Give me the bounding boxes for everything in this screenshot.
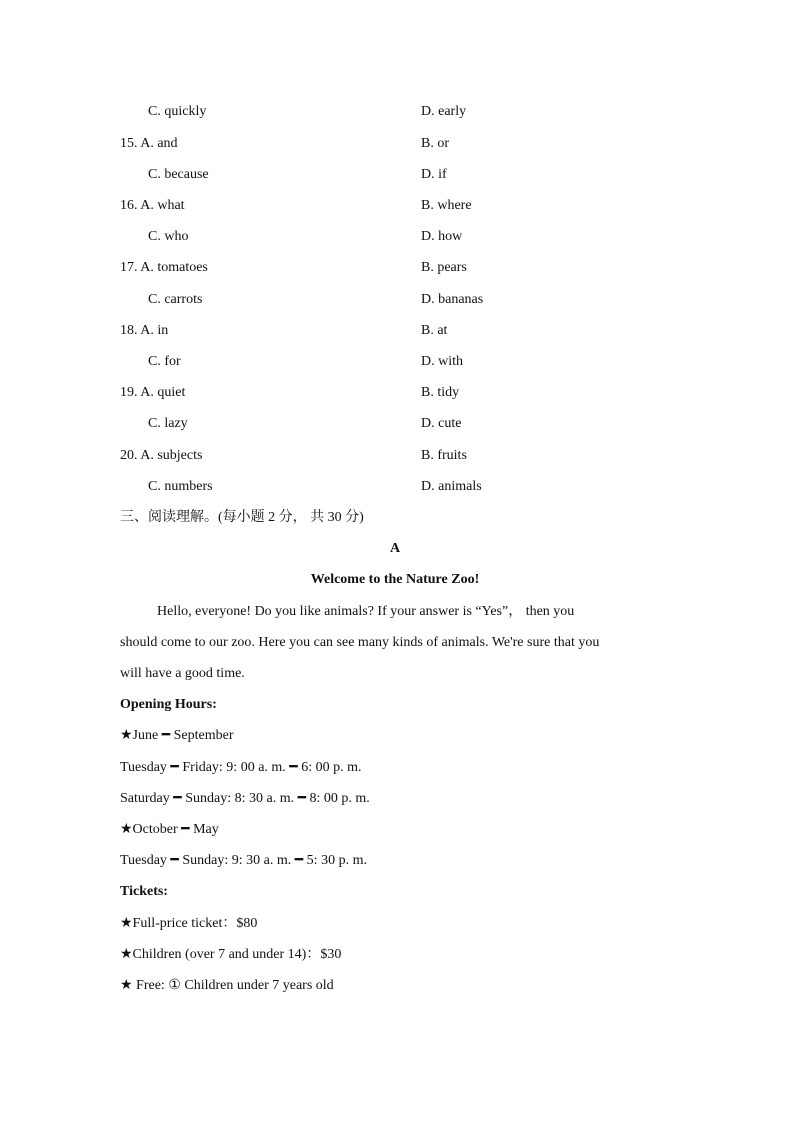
passage-title: Welcome to the Nature Zoo! (310, 572, 480, 587)
option-row (0, 102, 794, 122)
ticket-line: ★Full-price ticket：$80 (120, 916, 258, 931)
option-right: B. where (421, 198, 472, 213)
option-right: B. at (421, 323, 448, 338)
option-right: D. how (421, 229, 463, 244)
option-right: D. with (421, 354, 463, 369)
option-right: D. early (421, 104, 467, 119)
intro-line: Hello, everyone! Do you like animals? If your answer is “Yes”， then you (157, 604, 575, 619)
option-right: D. bananas (421, 292, 484, 307)
ticket-line: ★Children (over 7 and under 14)：$30 (120, 947, 342, 962)
option-right: B. or (421, 136, 449, 151)
option-left: 19. A. quiet (120, 385, 186, 400)
passage-letter: A (389, 541, 401, 556)
option-right: D. cute (421, 416, 462, 431)
intro-line: should come to our zoo. Here you can see many kinds of animals. We're sure that you (120, 635, 600, 650)
option-row (0, 165, 794, 185)
tickets-label: Tickets: (120, 884, 168, 899)
hours-line: ★June ━ September (120, 728, 234, 743)
option-left: C. lazy (148, 416, 188, 431)
option-left: 16. A. what (120, 198, 185, 213)
option-row (0, 196, 794, 216)
option-left: C. because (148, 167, 209, 182)
option-row (0, 227, 794, 247)
opening-hours-label: Opening Hours: (120, 697, 217, 712)
option-row (0, 258, 794, 278)
option-row (0, 477, 794, 497)
option-right: D. animals (421, 479, 482, 494)
option-left: C. for (148, 354, 181, 369)
option-left: C. quickly (148, 104, 207, 119)
option-left: 20. A. subjects (120, 448, 203, 463)
option-row (0, 321, 794, 341)
option-right: D. if (421, 167, 447, 182)
option-right: B. fruits (421, 448, 467, 463)
option-left: C. carrots (148, 292, 203, 307)
option-right: B. tidy (421, 385, 460, 400)
option-left: 18. A. in (120, 323, 169, 338)
option-row (0, 352, 794, 372)
hours-line: Saturday ━ Sunday: 8: 30 a. m. ━ 8: 00 p. m. (120, 791, 370, 806)
ticket-line: ★ Free: ① Children under 7 years old (120, 978, 334, 993)
intro-line: will have a good time. (120, 666, 245, 681)
option-row (0, 134, 794, 154)
hours-line: ★October ━ May (120, 822, 219, 837)
option-row (0, 414, 794, 434)
option-row (0, 290, 794, 310)
option-left: C. who (148, 229, 189, 244)
hours-line: Tuesday ━ Friday: 9: 00 a. m. ━ 6: 00 p. m. (120, 760, 362, 775)
section-heading: 三、阅读理解。(每小题 2 分， 共 30 分) (120, 510, 364, 525)
option-row (0, 446, 794, 466)
option-row (0, 383, 794, 403)
option-left: C. numbers (148, 479, 213, 494)
option-left: 17. A. tomatoes (120, 260, 208, 275)
option-left: 15. A. and (120, 136, 178, 151)
hours-line: Tuesday ━ Sunday: 9: 30 a. m. ━ 5: 30 p. m. (120, 853, 367, 868)
option-right: B. pears (421, 260, 467, 275)
